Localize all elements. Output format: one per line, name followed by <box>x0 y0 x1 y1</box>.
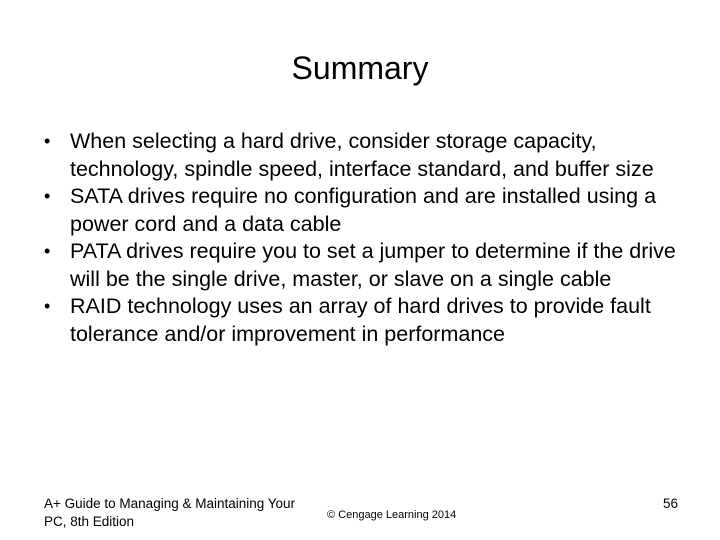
footer-book-title: A+ Guide to Managing & Maintaining Your PC, 8th Edition <box>44 496 296 529</box>
bullet-list <box>44 128 694 348</box>
bullet-marker-icon: • <box>44 296 51 316</box>
bullet-marker-icon: • <box>44 241 51 261</box>
bullet-text: SATA drives require no configuration and are installed using a power cord and a data cable <box>70 184 657 236</box>
bullet-item <box>44 238 694 293</box>
bullet-marker-icon: • <box>44 186 51 206</box>
bullet-item <box>44 128 694 183</box>
bullet-text: PATA drives require you to set a jumper to determine if the drive will be the single drive, master, or slave on a single cable <box>70 239 676 291</box>
bullet-marker-icon: • <box>44 131 51 151</box>
bullet-item <box>44 183 694 238</box>
footer-copyright: © Cengage Learning 2014 <box>327 509 457 521</box>
bullet-text: RAID technology uses an array of hard drives to provide fault tolerance and/or improvement in performance <box>70 294 651 346</box>
slide-title: Summary <box>291 50 429 86</box>
bullet-item <box>44 293 694 348</box>
page-number: 56 <box>662 496 678 511</box>
bullet-text: When selecting a hard drive, consider storage capacity, technology, spindle speed, interface standard, and buffer size <box>70 129 654 181</box>
